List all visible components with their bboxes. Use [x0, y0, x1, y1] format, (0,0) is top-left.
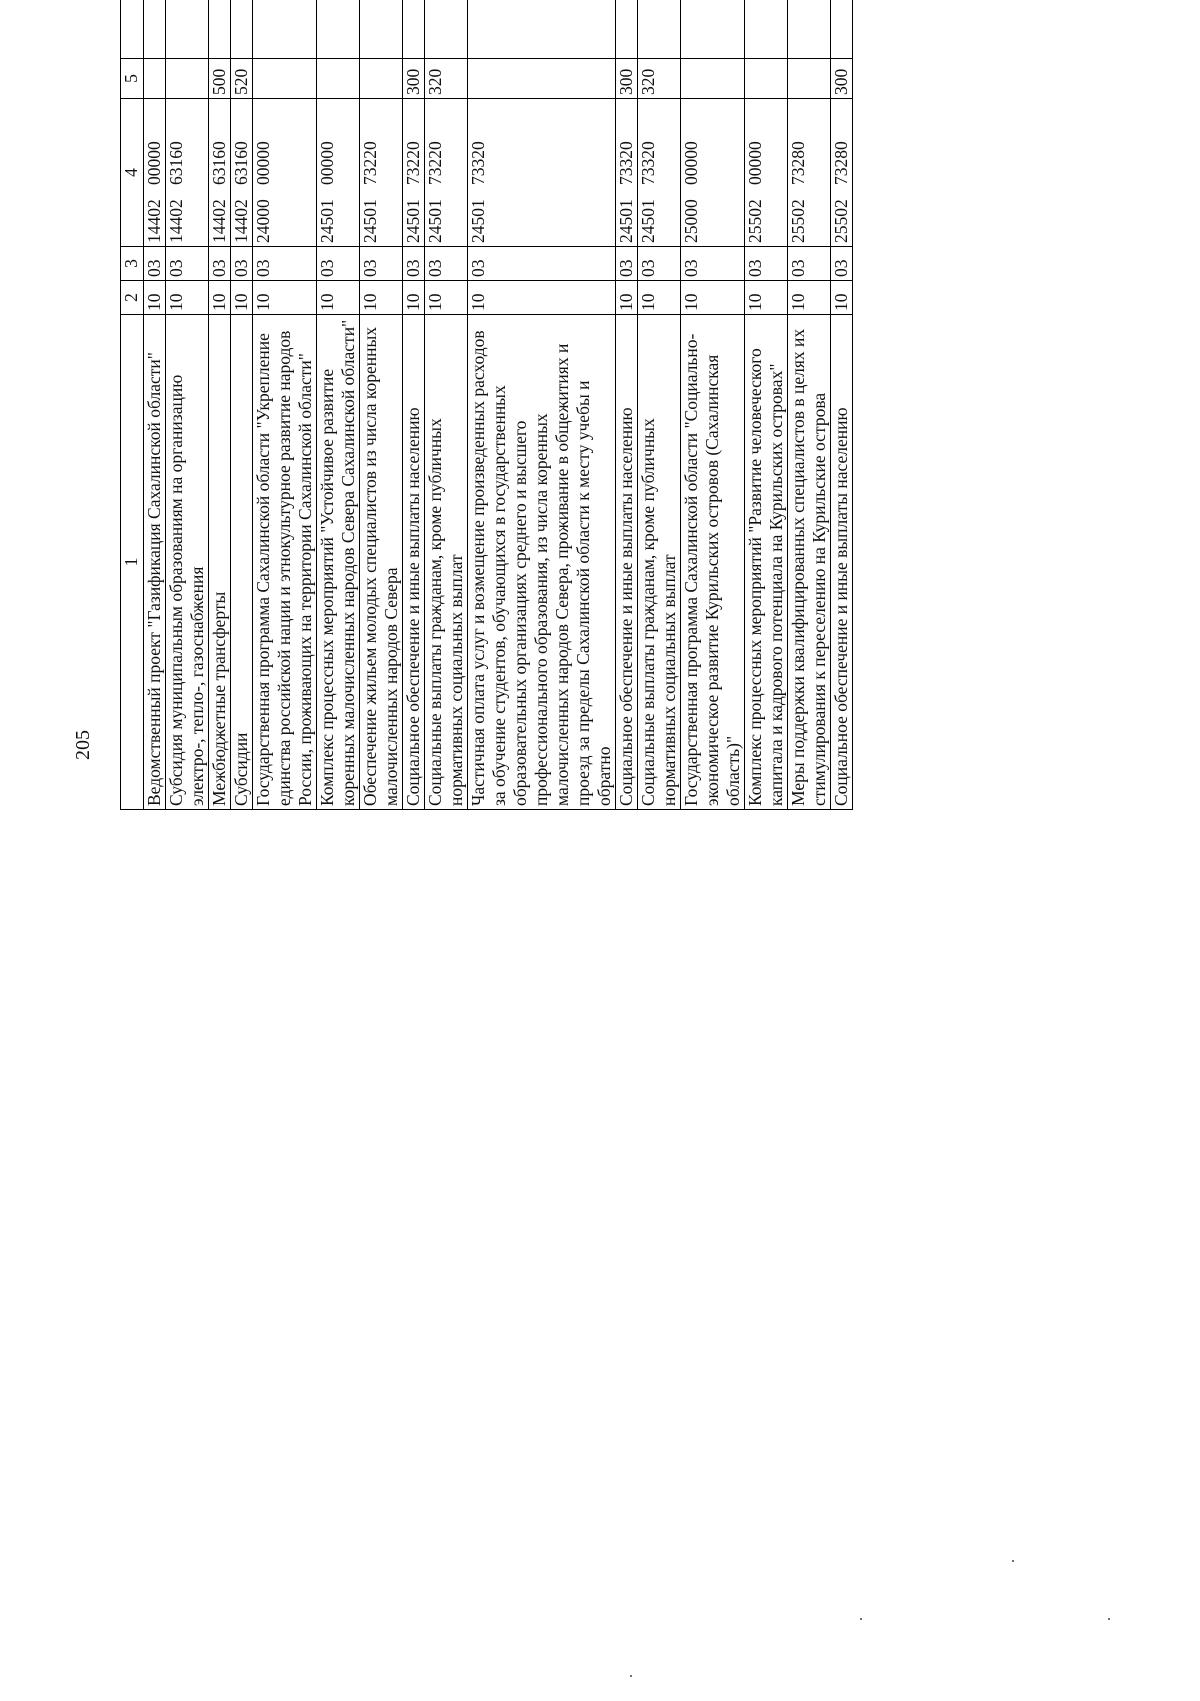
rotated-table-wrapper [120, 0, 853, 810]
amount-col6-cell [253, 0, 317, 59]
table-row [831, 0, 853, 810]
subsection-code-cell: 03 [231, 247, 253, 281]
expense-type-cell: 520 [231, 59, 253, 99]
target-article-cell [788, 99, 831, 247]
row-name-cell: Социальное обеспечение и иные выплаты населению [616, 315, 638, 810]
table-row [638, 0, 681, 810]
table-row [468, 0, 616, 810]
expense-type-cell [360, 59, 403, 99]
table-body [144, 0, 853, 810]
table-row [681, 0, 745, 810]
expense-type-cell: 300 [403, 59, 425, 99]
row-name-cell: Комплекс процессных мероприятий "Развитие человеческого капитала и кадрового потенциала на Курильских островах" [745, 315, 788, 810]
section-code-cell: 10 [425, 281, 468, 315]
subsection-code-cell: 03 [681, 247, 745, 281]
program-code: 24501 [360, 199, 380, 243]
table-row [209, 0, 231, 810]
row-name-cell: Меры поддержки квалифицированных специалистов в целях их стимулирования к переселению на Курильские острова [788, 315, 831, 810]
expense-type-cell [253, 59, 317, 99]
expense-type-cell [681, 59, 745, 99]
target-article-cell [209, 99, 231, 247]
column-header-6 [121, 0, 144, 59]
row-name-cell: Государственная программа Сахалинской области "Укрепление единства российской нации и этнокультурное развитие народов России, проживающих на территории Сахалинской области" [253, 315, 317, 810]
page-number: 205 [72, 730, 94, 760]
section-code-cell: 10 [681, 281, 745, 315]
expense-type-cell [317, 59, 360, 99]
program-code: 14402 [231, 199, 251, 243]
direction-code: 00000 [144, 141, 164, 185]
subsection-code-cell: 03 [360, 247, 403, 281]
amount-col6-cell [788, 0, 831, 59]
amount-col6-cell [681, 0, 745, 59]
expense-type-cell [788, 59, 831, 99]
section-code-cell: 10 [231, 281, 253, 315]
scan-speck [860, 1618, 862, 1620]
expense-type-cell [166, 59, 209, 99]
header-row [121, 0, 144, 810]
program-code: 24501 [317, 199, 337, 243]
target-article-cell [831, 99, 853, 247]
program-code: 25502 [745, 199, 765, 243]
direction-code: 73280 [788, 141, 808, 185]
subsection-code-cell: 03 [317, 247, 360, 281]
amount-col6-cell [166, 0, 209, 59]
direction-code: 00000 [253, 141, 273, 185]
subsection-code-cell: 03 [468, 247, 616, 281]
target-article-cell [253, 99, 317, 247]
amount-col6-cell [831, 0, 853, 59]
expense-type-cell: 500 [209, 59, 231, 99]
table-row [231, 0, 253, 810]
expense-type-cell: 320 [638, 59, 681, 99]
direction-code: 63160 [231, 141, 251, 185]
direction-code: 73320 [616, 141, 636, 185]
scan-speck [1108, 1618, 1110, 1620]
target-article-cell [468, 99, 616, 247]
row-name-cell: Субсидии [231, 315, 253, 810]
section-code-cell: 10 [403, 281, 425, 315]
table-row [788, 0, 831, 810]
program-code: 24501 [403, 199, 423, 243]
program-code: 24501 [616, 199, 636, 243]
target-article-cell [745, 99, 788, 247]
table-row [745, 0, 788, 810]
amount-col6-cell [403, 0, 425, 59]
subsection-code-cell: 03 [616, 247, 638, 281]
row-name-cell: Частичная оплата услуг и возмещение произведенных расходов за обучение студентов, обучающихся в государственных образовательных организациях среднего и высшего профессионального образования, из числа коренных малочисленных народов Севера, проживание в общежитиях и проезд за пределы Сахалинской области к месту учебы и обратно [468, 315, 616, 810]
row-name-cell: Субсидия муниципальным образованиям на организацию электро-, тепло-, газоснабжения [166, 315, 209, 810]
table-row [616, 0, 638, 810]
direction-code: 73280 [831, 141, 851, 185]
table-row [144, 0, 166, 810]
program-code: 25502 [788, 199, 808, 243]
direction-code: 73220 [403, 141, 423, 185]
direction-code: 00000 [681, 141, 701, 185]
amount-col6-cell [144, 0, 166, 59]
section-code-cell: 10 [317, 281, 360, 315]
section-code-cell: 10 [144, 281, 166, 315]
table-row [403, 0, 425, 810]
row-name-cell: Социальное обеспечение и иные выплаты населению [403, 315, 425, 810]
direction-code: 00000 [745, 141, 765, 185]
section-code-cell: 10 [253, 281, 317, 315]
target-article-cell [681, 99, 745, 247]
target-article-cell [166, 99, 209, 247]
target-article-cell [144, 99, 166, 247]
row-name-cell: Комплекс процессных мероприятий "Устойчивое развитие коренных малочисленных народов Севера Сахалинской области" [317, 315, 360, 810]
expense-type-cell: 320 [425, 59, 468, 99]
subsection-code-cell: 03 [788, 247, 831, 281]
section-code-cell: 10 [788, 281, 831, 315]
table-row [253, 0, 317, 810]
section-code-cell: 10 [616, 281, 638, 315]
target-article-cell [317, 99, 360, 247]
column-header-2: 2 [121, 281, 144, 315]
direction-code: 63160 [209, 141, 229, 185]
table-row [166, 0, 209, 810]
target-article-cell [360, 99, 403, 247]
section-code-cell: 10 [166, 281, 209, 315]
amount-col6-cell [745, 0, 788, 59]
expense-type-cell [144, 59, 166, 99]
expense-type-cell: 300 [831, 59, 853, 99]
expense-type-cell: 300 [616, 59, 638, 99]
subsection-code-cell: 03 [209, 247, 231, 281]
program-code: 24501 [425, 199, 445, 243]
section-code-cell: 10 [360, 281, 403, 315]
column-header-4: 4 [121, 99, 144, 247]
amount-col6-cell [638, 0, 681, 59]
section-code-cell: 10 [468, 281, 616, 315]
scan-speck [630, 1675, 632, 1677]
subsection-code-cell: 03 [638, 247, 681, 281]
amount-col6-cell [231, 0, 253, 59]
section-code-cell: 10 [638, 281, 681, 315]
program-code: 25000 [681, 199, 701, 243]
target-article-cell [403, 99, 425, 247]
budget-table [120, 0, 853, 810]
target-article-cell [425, 99, 468, 247]
direction-code: 00000 [317, 141, 337, 185]
amount-col6-cell [317, 0, 360, 59]
column-header-3: 3 [121, 247, 144, 281]
subsection-code-cell: 03 [403, 247, 425, 281]
row-name-cell: Ведомственный проект "Газификация Сахалинской области" [144, 315, 166, 810]
table-row [317, 0, 360, 810]
section-code-cell: 10 [209, 281, 231, 315]
section-code-cell: 10 [831, 281, 853, 315]
expense-type-cell [468, 59, 616, 99]
table-row [425, 0, 468, 810]
subsection-code-cell: 03 [745, 247, 788, 281]
direction-code: 73320 [638, 141, 658, 185]
direction-code: 73320 [468, 141, 488, 185]
row-name-cell: Обеспечение жильем молодых специалистов из числа коренных малочисленных народов Севера [360, 315, 403, 810]
row-name-cell: Государственная программа Сахалинской области "Социально-экономическое развитие Курильских островов (Сахалинская область)" [681, 315, 745, 810]
subsection-code-cell: 03 [831, 247, 853, 281]
target-article-cell [638, 99, 681, 247]
amount-col6-cell [468, 0, 616, 59]
subsection-code-cell: 03 [144, 247, 166, 281]
target-article-cell [231, 99, 253, 247]
row-name-cell: Социальные выплаты гражданам, кроме публичных нормативных социальных выплат [425, 315, 468, 810]
subsection-code-cell: 03 [425, 247, 468, 281]
program-code: 25502 [831, 199, 851, 243]
column-header-5: 5 [121, 59, 144, 99]
direction-code: 63160 [166, 141, 186, 185]
row-name-cell: Социальное обеспечение и иные выплаты населению [831, 315, 853, 810]
table-row [360, 0, 403, 810]
program-code: 14402 [166, 199, 186, 243]
amount-col6-cell [360, 0, 403, 59]
subsection-code-cell: 03 [253, 247, 317, 281]
scan-speck [1012, 1560, 1014, 1562]
column-header-1: 1 [121, 315, 144, 810]
target-article-cell [616, 99, 638, 247]
program-code: 14402 [144, 199, 164, 243]
amount-col6-cell [425, 0, 468, 59]
direction-code: 73220 [425, 141, 445, 185]
subsection-code-cell: 03 [166, 247, 209, 281]
direction-code: 73220 [360, 141, 380, 185]
expense-type-cell [745, 59, 788, 99]
program-code: 24501 [468, 199, 488, 243]
program-code: 24501 [638, 199, 658, 243]
program-code: 14402 [209, 199, 229, 243]
row-name-cell: Социальные выплаты гражданам, кроме публичных нормативных социальных выплат [638, 315, 681, 810]
section-code-cell: 10 [745, 281, 788, 315]
row-name-cell: Межбюджетные трансферты [209, 315, 231, 810]
amount-col6-cell [209, 0, 231, 59]
amount-col6-cell [616, 0, 638, 59]
program-code: 24000 [253, 199, 273, 243]
